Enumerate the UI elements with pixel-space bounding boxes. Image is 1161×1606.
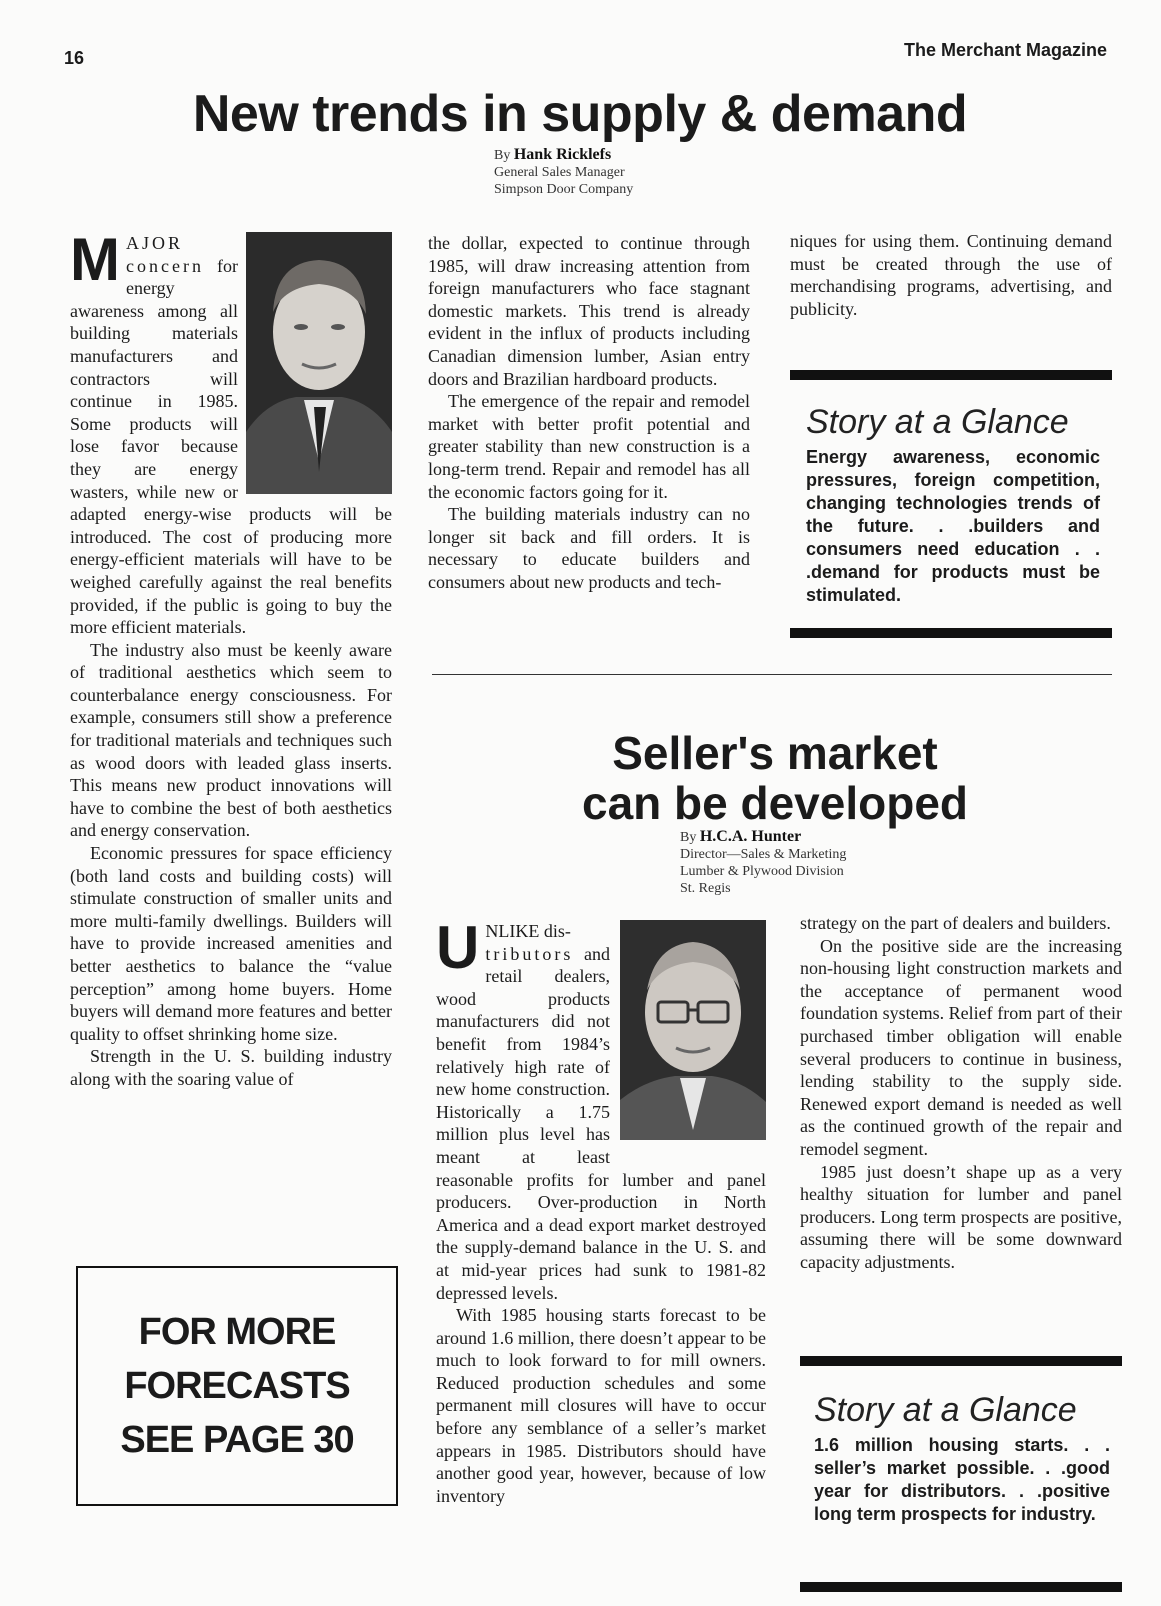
lead-word: AJOR [125,233,183,253]
article1-byline [494,146,633,198]
article2-column-2 [800,912,1122,1274]
glance-bottom-bar [790,628,1112,638]
promo-line: FORECASTS [124,1365,350,1407]
glance-top-bar [790,370,1112,380]
article2-byline [680,828,846,897]
article1-column-1 [70,226,392,1091]
paragraph: With 1985 housing starts forecast to be around 1.6 million, there doesn’t appear to be much to look forward to for mill owners. Reduced production schedules and some permanent mill closures will have to occur before any semblance of a seller’s market appears in 1985. Distributors should have another good year, however, because of low inventory [436,1305,766,1506]
promo-line: FOR MORE [138,1311,336,1353]
byline-author: H.C.A. Hunter [699,828,802,845]
forecast-promo-box [76,1266,398,1506]
article2-title-line2: can be developed [581,777,968,829]
article1-column-2 [428,232,750,594]
article2-column-1 [436,914,766,1507]
article2-title [540,728,1010,828]
publication-name: The Merchant Magazine [903,40,1107,60]
article1-column-3 [790,230,1112,320]
paragraph: On the positive side are the increasing non-housing light construction markets and the acceptance of permanent wood foundation systems. Relief from part of their purchased timber obligation will enable several producers to continue in business, lending stability to the supply side. Renewed export demand is needed as well as the continued growth of the repair and remodel segment. [800,935,1122,1159]
paragraph: the dollar, expected to continue through 1985, will draw increasing attention from foreign manufacturers who face stagnant domestic markets. This trend is already evident in the influx of products including Canadian dimension lumber, Asian entry doors and Brazilian hardboard products. [428,233,750,389]
dropcap-letter: U [436,914,480,981]
author-photo-hunter [620,920,766,1140]
paragraph: The emergence of the repair and remodel market with better profit potential and greater stability than new construction is a long-term trend. Repair and remodel has all the economic factors going for it. [428,391,750,502]
promo-line: SEE PAGE 30 [120,1419,354,1461]
paragraph: Economic pressures for space efficiency (both land costs and building costs) will stimulate construction of smaller units and more multi-family dwellings. Builders will have to provide increased amenities and better aesthetics to balance the “value perception” among home buyers. Home buyers will demand more features and better quality to offset shrinking home size. [70,843,392,1044]
byline-by: By [680,830,697,845]
lead-word-2: tributors [485,943,574,964]
byline-division: Lumber & Plywood Division [680,864,844,879]
byline-company: Simpson Door Company [494,182,634,197]
lead-word: NLIKE dis- [485,921,571,941]
glance-text: 1.6 million housing starts. . . seller’s market possible. . .good year for distributors. . .positive long term prospects for industry. [814,1435,1110,1524]
byline-role: General Sales Manager [494,165,625,180]
paragraph: niques for using them. Continuing demand must be created through the use of merchandising programs, advertising, and publicity. [790,231,1112,319]
section-divider [432,674,1112,675]
lead-word-2: concern [125,255,204,276]
paragraph: The building materials industry can no longer sit back and fill orders. It is necessary to educate builders and consumers about new products and tech- [428,504,750,592]
byline-by: By [494,148,511,163]
paragraph: and retail dealers, wood products manufacturers did not benefit from 1984’s relatively high rate of new home construction. Historically a 1.75 million plus level has meant at least reasonable profits for lumber and panel producers. Over-production in North America and a dead export market destroyed the supply-demand balance in the U. S. and at mid-year prices had sunk to 1981-82 depressed levels. [436,943,766,1303]
byline-role: Director—Sales & Marketing [680,847,847,862]
glance-top-bar [800,1356,1122,1366]
glance-text: Energy awareness, economic pressures, foreign competition, changing technologies trends of the future. . .builders and consumers need education . . .demand for products must be stimulated. [806,447,1100,605]
paragraph: strategy on the part of dealers and builders. [800,913,1111,933]
author-photo-ricklefs [246,232,392,494]
paragraph: for energy awareness among all building materials manufacturers and contractors will continue in 1985. Some products will lose favor because they are energy wasters, while new or adapted energy-wise products will be introduced. The cost of producing more energy-efficient materials will have to be weighed carefully against the real benefits provided, if the public is going to buy the more efficient materials. [70,255,392,638]
glance-bottom-bar [800,1582,1122,1592]
glance-title: Story at a Glance [806,403,1069,441]
byline-company: St. Regis [680,881,731,896]
dropcap-letter: M [70,226,120,293]
article2-title-line1: Seller's market [612,727,938,779]
article1-title: New trends in supply & demand [192,85,968,143]
paragraph: The industry also must be keenly aware of traditional aesthetics which seem to counterbalance energy consciousness. For example, consumers still show a preference for traditional materials and techniques such as wood doors with leaded glass inserts. This means new product innovations will have to combine the best of both aesthetics and energy conservation. [70,639,392,841]
page-number: 16 [64,48,85,68]
byline-author: Hank Ricklefs [513,146,612,163]
glance-title: Story at a Glance [814,1391,1077,1429]
paragraph: 1985 just doesn’t shape up as a very healthy situation for lumber and panel producers. Long term prospects are positive, assuming there will be some downward capacity adjustments. [800,1161,1122,1272]
paragraph: Strength in the U. S. building industry along with the soaring value of [70,1046,392,1089]
